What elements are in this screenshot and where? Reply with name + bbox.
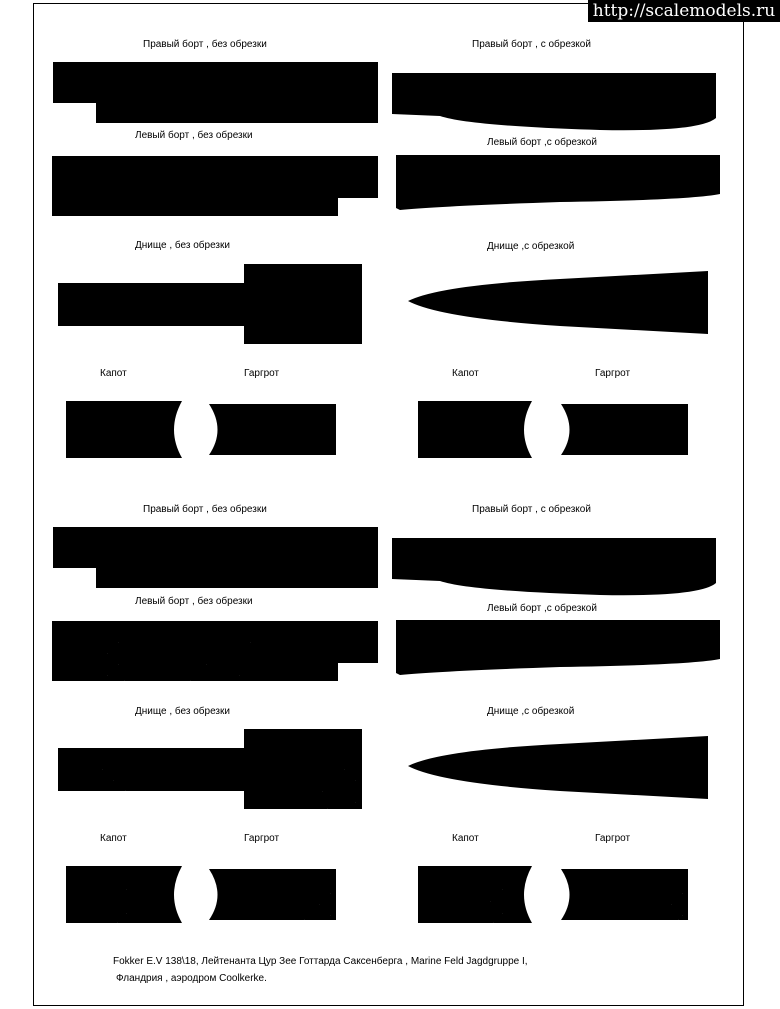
- label-bottom-cut: Днище ,с обрезкой: [487, 241, 575, 252]
- diamond-shapes: [363, 235, 770, 367]
- label-right-side-uncut: Правый борт , без обрезки: [143, 504, 267, 515]
- label-turtledeck-a: Гаргрот: [244, 368, 280, 379]
- label-turtledeck-a: Гаргрот: [244, 833, 280, 844]
- turtledeck-b-pattern: [517, 374, 748, 484]
- hood-b-pattern: [370, 830, 598, 962]
- bottom-cut-pattern: [363, 700, 770, 832]
- diamond-shapes: [18, 830, 246, 962]
- label-turtledeck-b: Гаргрот: [595, 368, 631, 379]
- watermark: http://scalemodels.ru: [588, 0, 780, 22]
- label-bottom-uncut: Днище , без обрезки: [135, 240, 230, 251]
- label-hood-a: Капот: [100, 368, 127, 379]
- label-hood-b: Капот: [452, 833, 479, 844]
- diamond-shapes: [517, 374, 748, 484]
- label-bottom-cut: Днище ,с обрезкой: [487, 706, 575, 717]
- caption-line-1: Fokker E.V 138\18, Лейтенанта Цур Зее Готтарда Саксенберга , Marine Feld Jagdgruppe I,: [113, 956, 528, 967]
- diamond-shapes: [517, 839, 748, 949]
- caption-line-2: Фландрия , аэродром Coolkerke.: [116, 973, 267, 984]
- label-hood-b: Капот: [452, 368, 479, 379]
- label-right-side-uncut: Правый борт , без обрезки: [143, 39, 267, 50]
- hood-b-pattern: [370, 365, 598, 497]
- diamond-shapes: [18, 365, 246, 497]
- label-bottom-uncut: Днище , без обрезки: [135, 706, 230, 717]
- label-right-side-cut: Правый борт , с обрезкой: [472, 39, 591, 50]
- diamond-shapes: [370, 830, 598, 962]
- diamond-shapes: [363, 700, 770, 832]
- label-left-side-cut: Левый борт ,с обрезкой: [487, 137, 597, 148]
- label-left-side-uncut: Левый борт , без обрезки: [135, 130, 253, 141]
- label-right-side-cut: Правый борт , с обрезкой: [472, 504, 591, 515]
- turtledeck-b-pattern: [517, 839, 748, 949]
- label-left-side-cut: Левый борт ,с обрезкой: [487, 603, 597, 614]
- turtledeck-a-pattern: [165, 374, 396, 484]
- label-turtledeck-b: Гаргрот: [595, 833, 631, 844]
- diamond-shapes: [370, 365, 598, 497]
- label-hood-a: Капот: [100, 833, 127, 844]
- diamond-shapes: [165, 374, 396, 484]
- hood-a-pattern: [18, 365, 246, 497]
- bottom-cut-pattern: [363, 235, 770, 367]
- hood-a-pattern: [18, 830, 246, 962]
- turtledeck-a-pattern: [165, 839, 396, 949]
- diamond-shapes: [165, 839, 396, 949]
- label-left-side-uncut: Левый борт , без обрезки: [135, 596, 253, 607]
